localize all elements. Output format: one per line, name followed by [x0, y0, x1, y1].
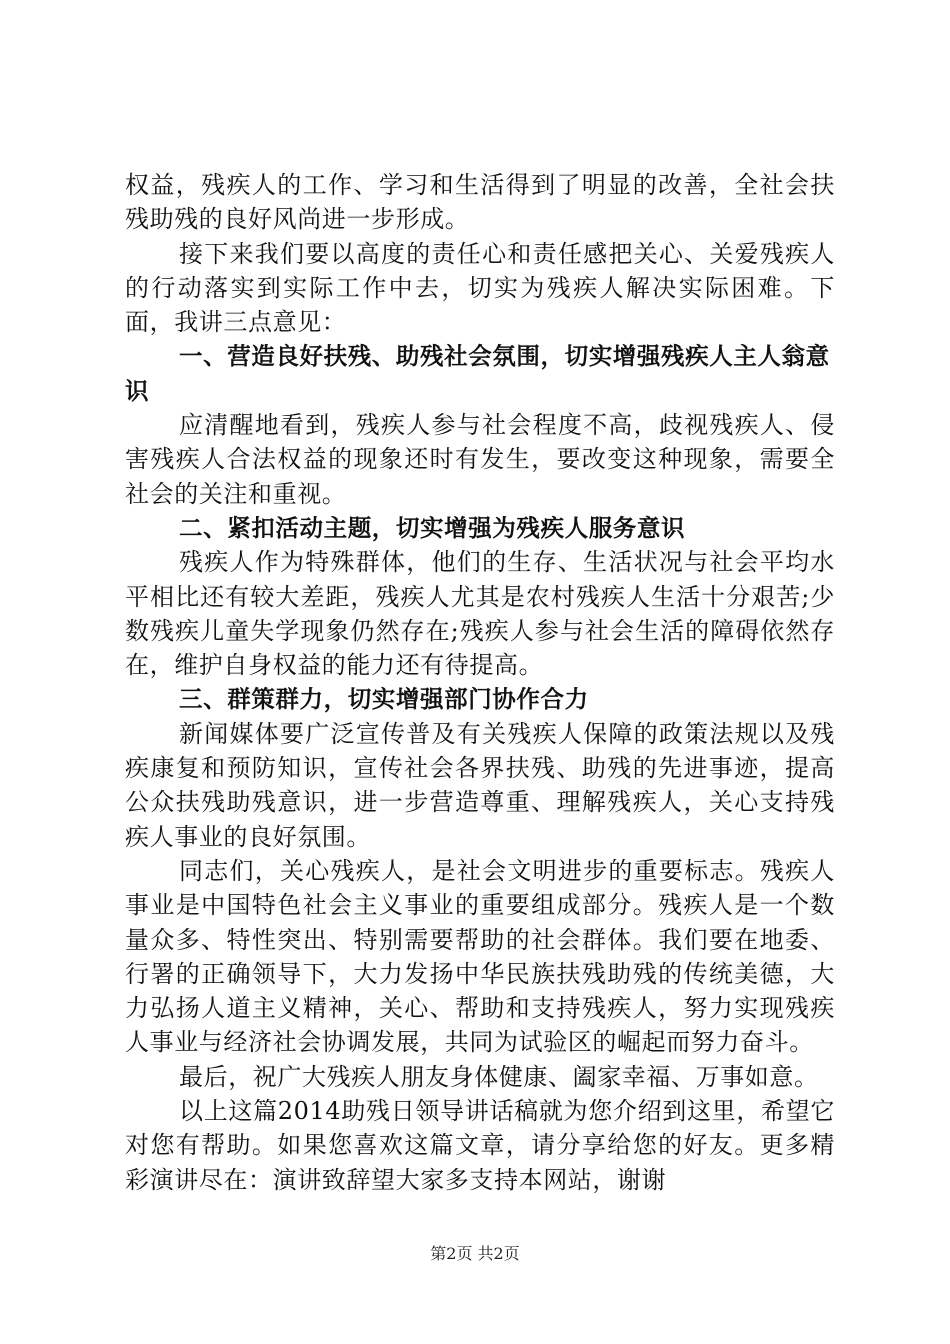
section-heading-3: 三、群策群力，切实增强部门协作合力 — [179, 685, 589, 714]
page-footer: 第2页 共2页 — [430, 1244, 520, 1263]
paragraph-6: 同志们，关心残疾人，是社会文明进步的重要标志。残疾人事业是中国特色社会主义事业的重要组成部分。残疾人是一个数量众多、特性突出、特别需要帮助的社会群体。我们要在地委、行署的正确领导下，大力发扬中华民族扶残助残的传统美德，大力弘扬人道主义精神，关心、帮助和支持残疾人，努力实现残疾人事业与经济社会协调发展，共同为试验区的崛起而努力奋斗。 — [125, 856, 835, 1057]
paragraph-8: 以上这篇2014助残日领导讲话稿就为您介绍到这里，希望它对您有帮助。如果您喜欢这篇文章，请分享给您的好友。更多精彩演讲尽在：演讲致辞望大家多支持本网站，谢谢 — [125, 1097, 835, 1194]
document-body — [125, 168, 835, 1197]
paragraph-2: 接下来我们要以高度的责任心和责任感把关心、关爱残疾人的行动落实到实际工作中去，切实为残疾人解决实际困难。下面，我讲三点意见： — [125, 239, 835, 337]
section-heading-1: 一、营造良好扶残、助残社会氛围，切实增强残疾人主人翁意识 — [125, 342, 830, 405]
paragraph-3: 应清醒地看到，残疾人参与社会程度不高，歧视残疾人、侵害残疾人合法权益的现象还时有发生，要改变这种现象，需要全社会的关注和重视。 — [125, 411, 835, 508]
paragraph-7: 最后，祝广大残疾人朋友身体健康、阖家幸福、万事如意。 — [179, 1062, 819, 1091]
paragraph-4: 残疾人作为特殊群体，他们的生存、生活状况与社会平均水平相比还有较大差距，残疾人尤其是农村残疾人生活十分艰苦;少数残疾儿童失学现象仍然存在;残疾人参与社会生活的障碍依然存在，维护自身权益的能力还有待提高。 — [125, 548, 835, 680]
section-heading-2: 二、紧扣活动主题，切实增强为残疾人服务意识 — [179, 513, 686, 542]
paragraph-5: 新闻媒体要广泛宣传普及有关残疾人保障的政策法规以及残疾康复和预防知识，宣传社会各界扶残、助残的先进事迹，提高公众扶残助残意识，进一步营造尊重、理解残疾人，关心支持残疾人事业的良好氛围。 — [125, 719, 835, 851]
paragraph-1: 权益，残疾人的工作、学习和生活得到了明显的改善，全社会扶残助残的良好风尚进一步形成。 — [125, 171, 835, 234]
